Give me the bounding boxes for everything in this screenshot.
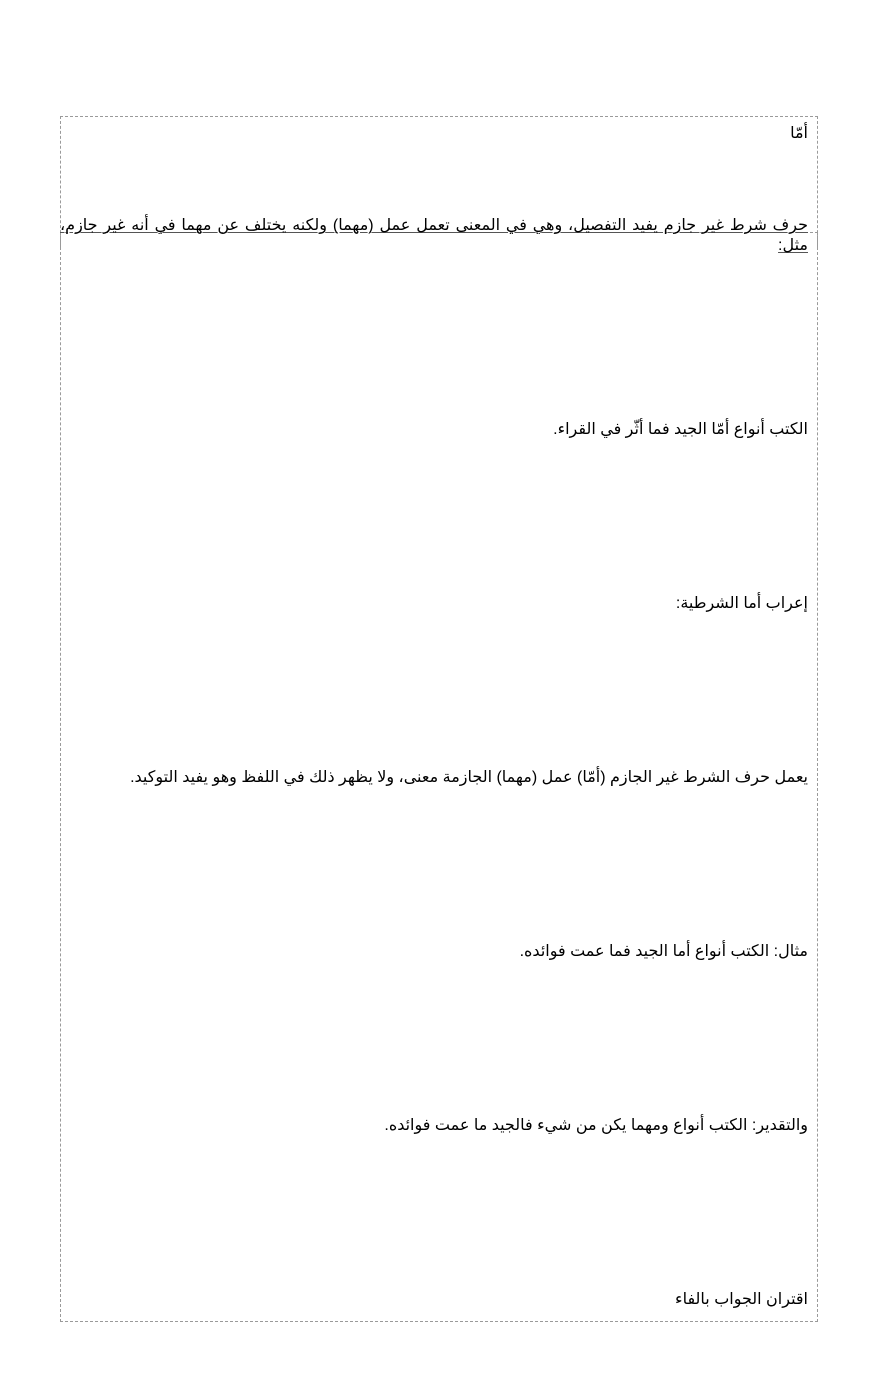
example-paragraph-1: الكتب أنواع أمّا الجيد فما أثّر في القراء. [553, 421, 808, 438]
example-paragraph-2: مثال: الكتب أنواع أما الجيد فما عمت فوائده. [519, 943, 808, 960]
final-heading: اقتران الجواب بالفاء [675, 1291, 808, 1308]
definition-paragraph: حرف شرط غير جازم يفيد التفصيل، وهي في المعنى تعمل عمل (مهما) ولكنه يختلف عن مهما في أنه غير جازم، مثل: [60, 217, 808, 254]
heading-amma: أمّا [790, 125, 808, 142]
parsing-paragraph: يعمل حرف الشرط غير الجازم (أمّا) عمل (مهما) الجازمة معنى، ولا يظهر ذلك في اللفظ وهو يفيد التوكيد. [130, 769, 808, 786]
parsing-heading: إعراب أما الشرطية: [675, 595, 808, 612]
estimation-paragraph: والتقدير: الكتب أنواع ومهما يكن من شيء فالجيد ما عمت فوائده. [384, 1117, 808, 1134]
